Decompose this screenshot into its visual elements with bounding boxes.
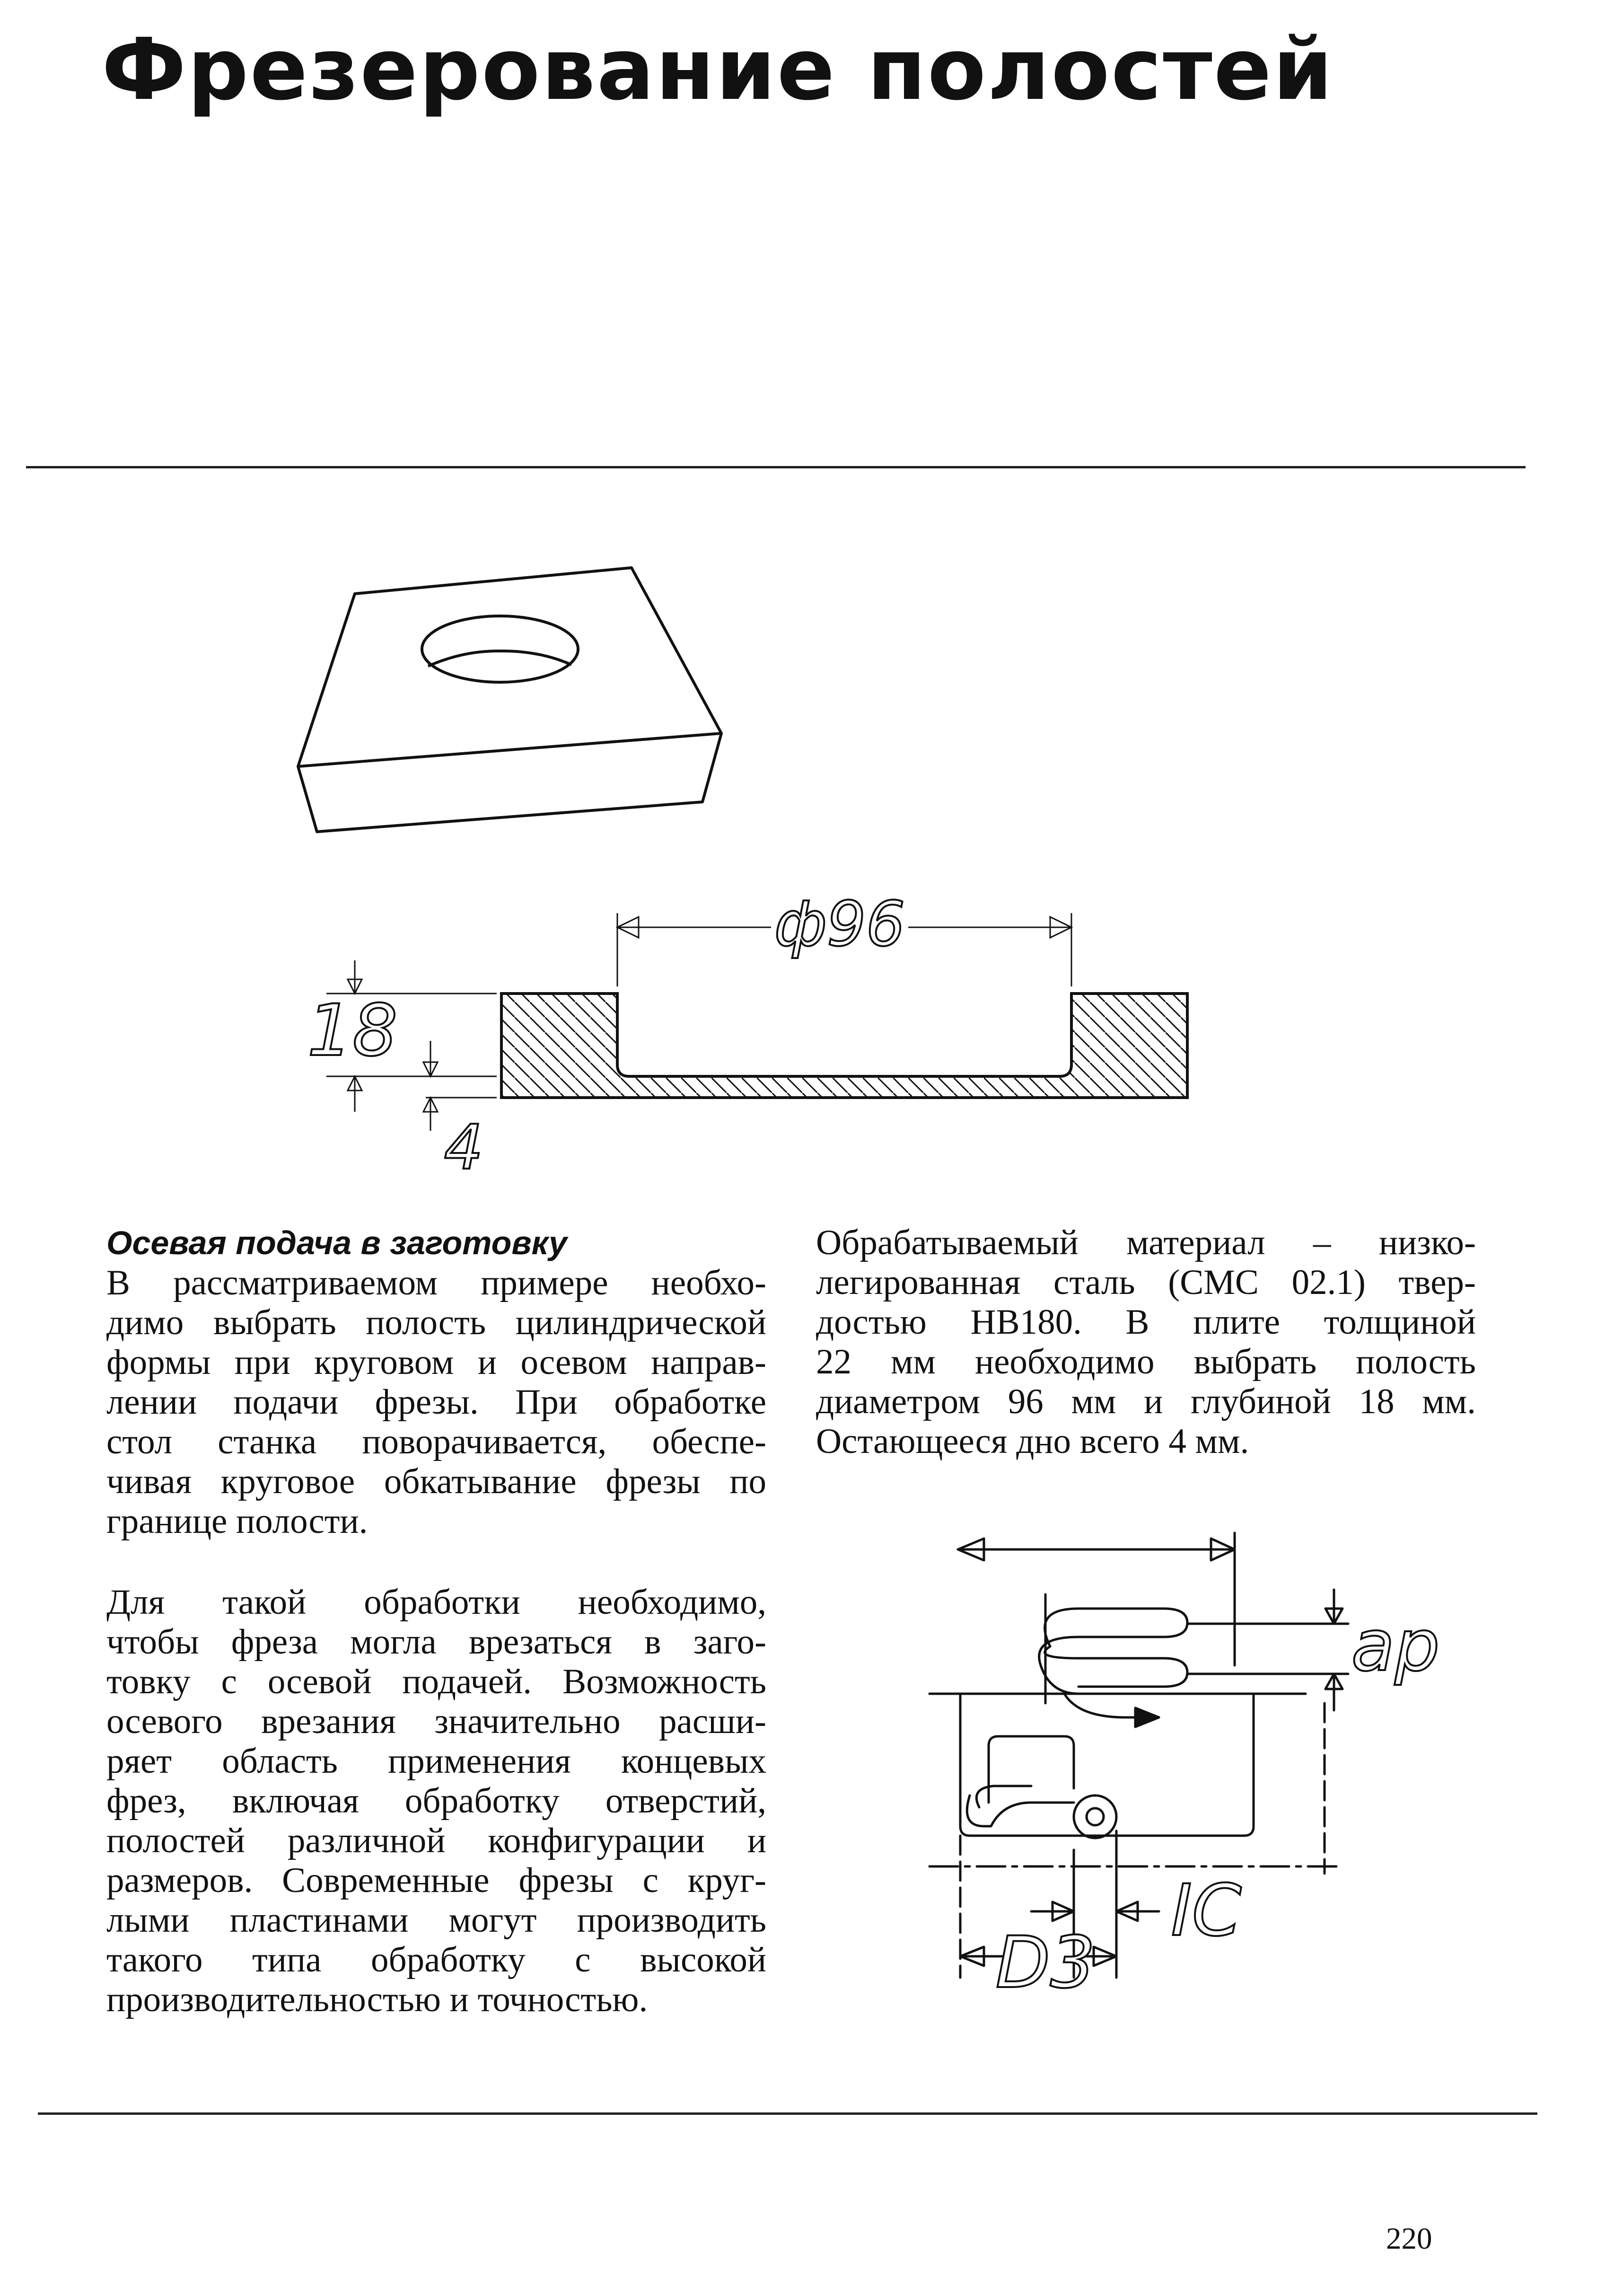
plate-section-drawing <box>303 866 1239 1178</box>
text-line: чивая круговое обкатывание фрезы по <box>106 1462 766 1501</box>
text-line: полостей различной конфигурации и <box>106 1821 766 1860</box>
text-line: такого типа обработку с высокой <box>106 1940 766 1979</box>
text-line: Обрабатываемый материал – низко- <box>816 1223 1476 1262</box>
text-line: достью НВ180. В плите толщиной <box>816 1302 1476 1342</box>
text-line: Для такой обработки необходимо, <box>106 1583 766 1622</box>
paragraph-axial-feed <box>106 1263 766 1541</box>
text-line: размеров. Современные фрезы с круг- <box>106 1861 766 1900</box>
text-line: границе полости. <box>106 1502 368 1541</box>
text-line: формы при круговом и осевом направ- <box>106 1343 766 1382</box>
text-line: диаметром 96 мм и глубиной 18 мм. <box>816 1382 1476 1421</box>
plate-isometric-drawing <box>284 558 757 842</box>
helical-milling-diagram <box>922 1523 1476 2058</box>
paragraph-axial-plunge <box>106 1583 766 2020</box>
diameter-label: ф96 <box>774 888 905 960</box>
paragraph-material <box>816 1223 1476 1461</box>
text-line: производительностью и точностью. <box>106 1980 648 2019</box>
bottom-thickness-label: 4 <box>444 1111 483 1178</box>
text-line: фрез, включая обработку отверстий, <box>106 1781 766 1821</box>
bottom-divider <box>38 2112 1537 2115</box>
top-divider <box>26 466 1526 468</box>
text-line: В рассматриваемом примере необхо- <box>106 1263 766 1302</box>
page-number: 220 <box>1386 2222 1432 2256</box>
ap-label: ap <box>1351 1605 1440 1687</box>
text-line: ряет область применения концевых <box>106 1742 766 1781</box>
text-line: лыми пластинами могут производить <box>106 1900 766 1940</box>
text-line: лении подачи фрезы. При обработке <box>106 1382 766 1422</box>
section-heading: Осевая подача в заготовку <box>106 1224 567 1261</box>
text-line: товку с осевой подачей. Возможность <box>106 1662 766 1701</box>
d3-label: D3 <box>995 1922 1096 2004</box>
text-line: 22 мм необходимо выбрать полость <box>816 1342 1476 1381</box>
text-line: легированная сталь (СМС 02.1) твер- <box>816 1263 1476 1302</box>
text-line: чтобы фреза могла врезаться в заго- <box>106 1622 766 1662</box>
ic-label: IC <box>1171 1870 1242 1952</box>
text-line: осевого врезания значительно расши- <box>106 1702 766 1741</box>
text-line: димо выбрать полость цилиндрической <box>106 1303 766 1342</box>
text-line: Остающееся дно всего 4 мм. <box>816 1422 1249 1461</box>
text-line: стол станка поворачивается, обеспе- <box>106 1422 766 1461</box>
depth-label: 18 <box>307 990 398 1072</box>
page-title: Фрезерование полостей <box>102 20 1334 119</box>
